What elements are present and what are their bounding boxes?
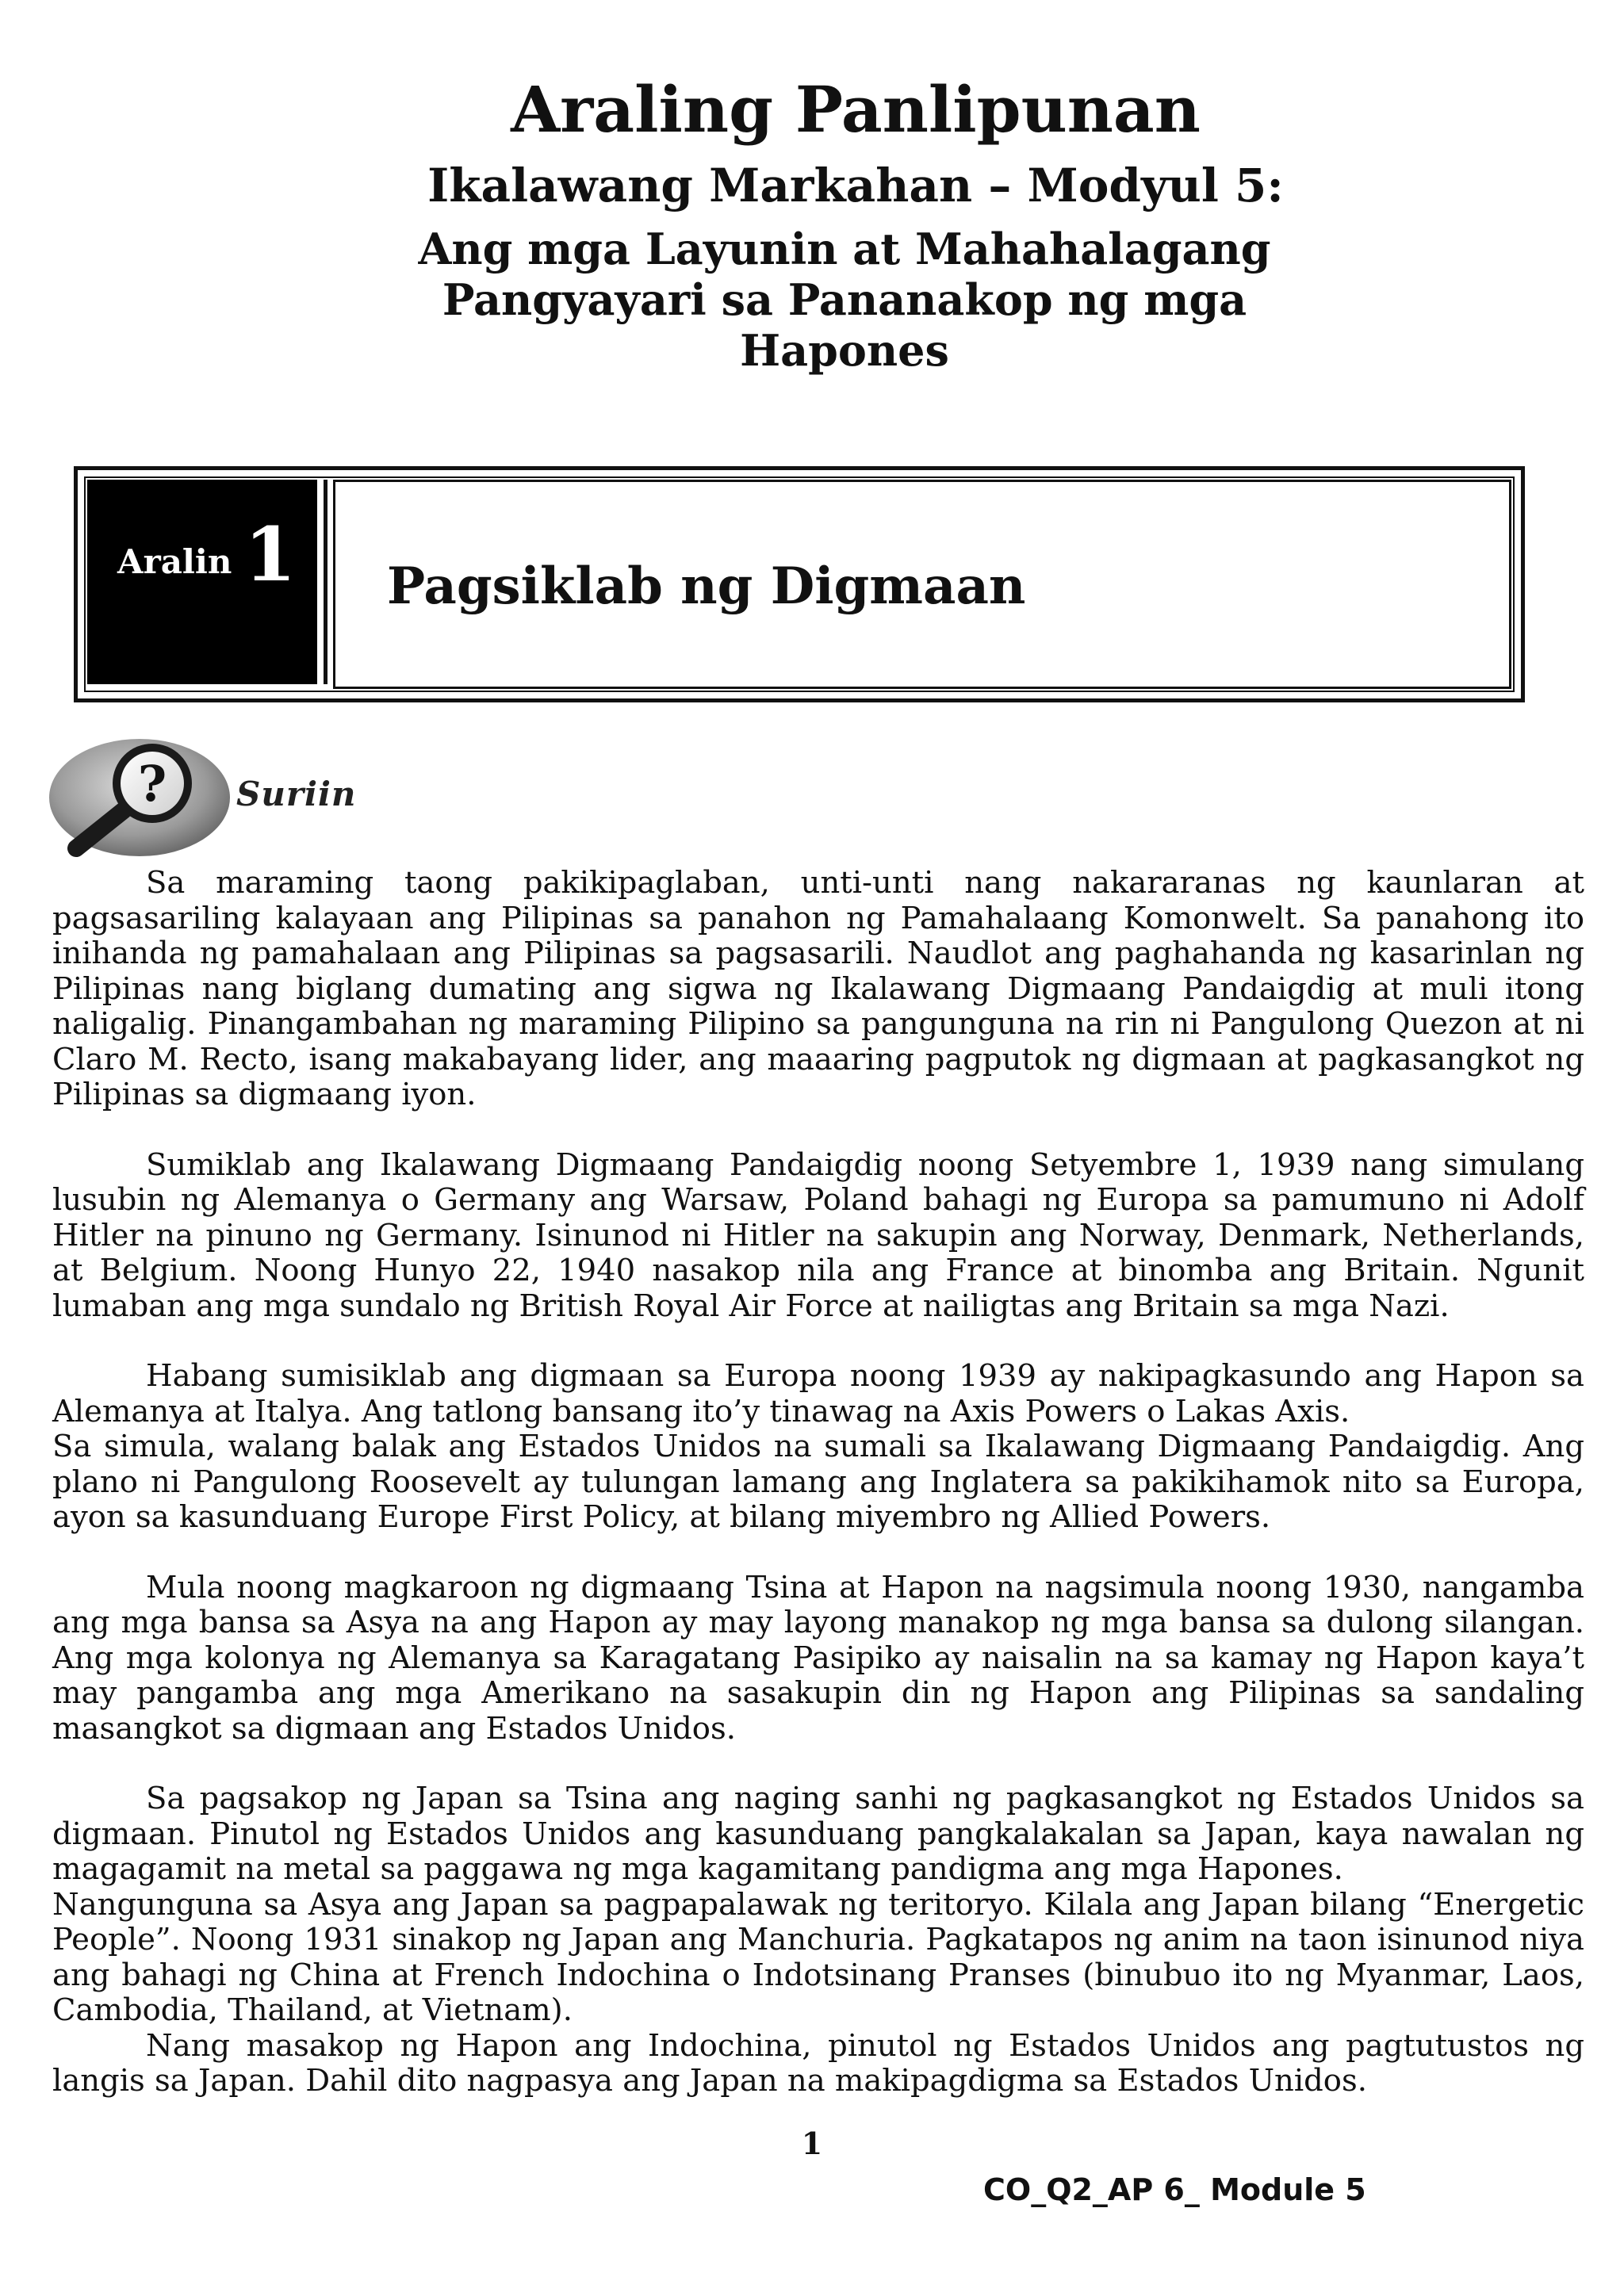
- page-number: 1: [801, 2126, 823, 2161]
- module-topic: [0, 224, 1624, 376]
- body-paragraph: Sa maraming taong pakikipaglaban, unti-unti nang nakararanas ng kaunlaran at pagsasariling kalayaan ang Pilipinas sa panahon ng Pamahalaang Komonwelt. Sa panahong ito inihanda ng pamahalaan ang Pilipinas sa pagsasarili. Naudlot ang paghahanda ng kasarinlan ng Pilipinas nang biglang dumating ang sigwa ng Ikalawang Digmaang Pandaigdig at muli itong naligalig. Pinangambahan ng maraming Pilipino sa pangunguna na rin ni Pangulong Quezon at ni Claro M. Recto, isang makabayang lider, ang maaaring pagputok ng digmaan at pagkasangkot ng Pilipinas sa digmaang iyon.: [52, 865, 1584, 1112]
- module-topic-line: Ang mga Layunin at Mahahalagang: [418, 224, 1271, 274]
- page-title: Araling Panlipunan: [511, 72, 1201, 147]
- body-paragraph: Mula noong magkaroon ng digmaang Tsina at Hapon na nagsimula noong 1930, nangamba ang mga bansa sa Asya na ang Hapon ay may layong manakop ng mga bansa sa dulong silangan. Ang mga kolonya ng Alemanya sa Karagatang Pasipiko ay naisalin na sa kamay ng Hapon kaya’t may pangamba ang mga Amerikano na sasakupin din ng Hapon ang Pilipinas sa sandaling masangkot sa digmaan ang Estados Unidos.: [52, 1569, 1584, 1747]
- lesson-label: Aralin: [117, 542, 232, 581]
- body-paragraph: Sa pagsakop ng Japan sa Tsina ang naging sanhi ng pagkasangkot ng Estados Unidos sa digmaan. Pinutol ng Estados Unidos ang kasunduang pangkalakalan sa Japan, kaya nawalan ng magagamit na metal sa paggawa ng mga kagamitang pandigma ang mga Hapones.: [52, 1781, 1584, 1887]
- module-code: CO_Q2_AP 6_ Module 5: [983, 2172, 1366, 2207]
- body-paragraph: Sumiklab ang Ikalawang Digmaang Pandaigdig noong Setyembre 1, 1939 nang simulang lusubin ng Alemanya o Germany ang Warsaw, Poland bahagi ng Europa sa pamumuno ni Adolf Hitler na pinuno ng Germany. Isinunod ni Hitler na sakupin ang Norway, Denmark, Netherlands, at Belgium. Noong Hunyo 22, 1940 nasakop nila ang France at binomba ang Britain. Ngunit lumaban ang mga sundalo ng British Royal Air Force at nailigtas ang Britain sa mga Nazi.: [52, 1146, 1584, 1324]
- body-paragraph: Habang sumisiklab ang digmaan sa Europa noong 1939 ay nakipagkasundo ang Hapon sa Alemanya at Italya. Ang tatlong bansang ito’y tinawag na Axis Powers o Lakas Axis.: [52, 1358, 1584, 1429]
- suriin-label: Suriin: [236, 775, 357, 813]
- lesson-title: Pagsiklab ng Digmaan: [387, 557, 1026, 616]
- body-paragraph: Nang masakop ng Hapon ang Indochina, pinutol ng Estados Unidos ang pagtutustos ng langis sa Japan. Dahil dito nagpasya ang Japan na makipagdigma sa Estados Unidos.: [52, 2027, 1584, 2099]
- module-topic-line: Hapones: [740, 325, 949, 376]
- body-paragraph: Nangunguna sa Asya ang Japan sa pagpapalawak ng teritoryo. Kilala ang Japan bilang “Energetic People”. Noong 1931 sinakop ng Japan ang Manchuria. Pagkatapos ng anim na taon isinunod niya ang bahagi ng China at French Indochina o Indotsinang Pranses (binubuo ito ng Myanmar, Laos, Cambodia, Thailand, at Vietnam).: [52, 1886, 1584, 2028]
- module-subtitle: Ikalawang Markahan – Modyul 5:: [427, 159, 1284, 212]
- lesson-banner-divider: [324, 480, 327, 684]
- module-topic-line: Pangyayari sa Pananakop ng mga: [442, 274, 1247, 325]
- lesson-number: 1: [244, 511, 297, 599]
- suriin-section-badge: [46, 734, 395, 861]
- svg-text:?: ?: [137, 755, 167, 813]
- body-paragraph: Sa simula, walang balak ang Estados Unidos na sumali sa Ikalawang Digmaang Pandaigdig. Ang plano ni Pangulong Roosevelt ay tulungan lamang ang Inglatera sa pakikihamok nito sa Europa, ayon sa kasunduang Europe First Policy, at bilang miyembro ng Allied Powers.: [52, 1429, 1584, 1535]
- lesson-body: [52, 866, 1584, 2099]
- magnifying-glass-question-icon: [46, 734, 236, 861]
- lesson-number-block: [87, 480, 320, 684]
